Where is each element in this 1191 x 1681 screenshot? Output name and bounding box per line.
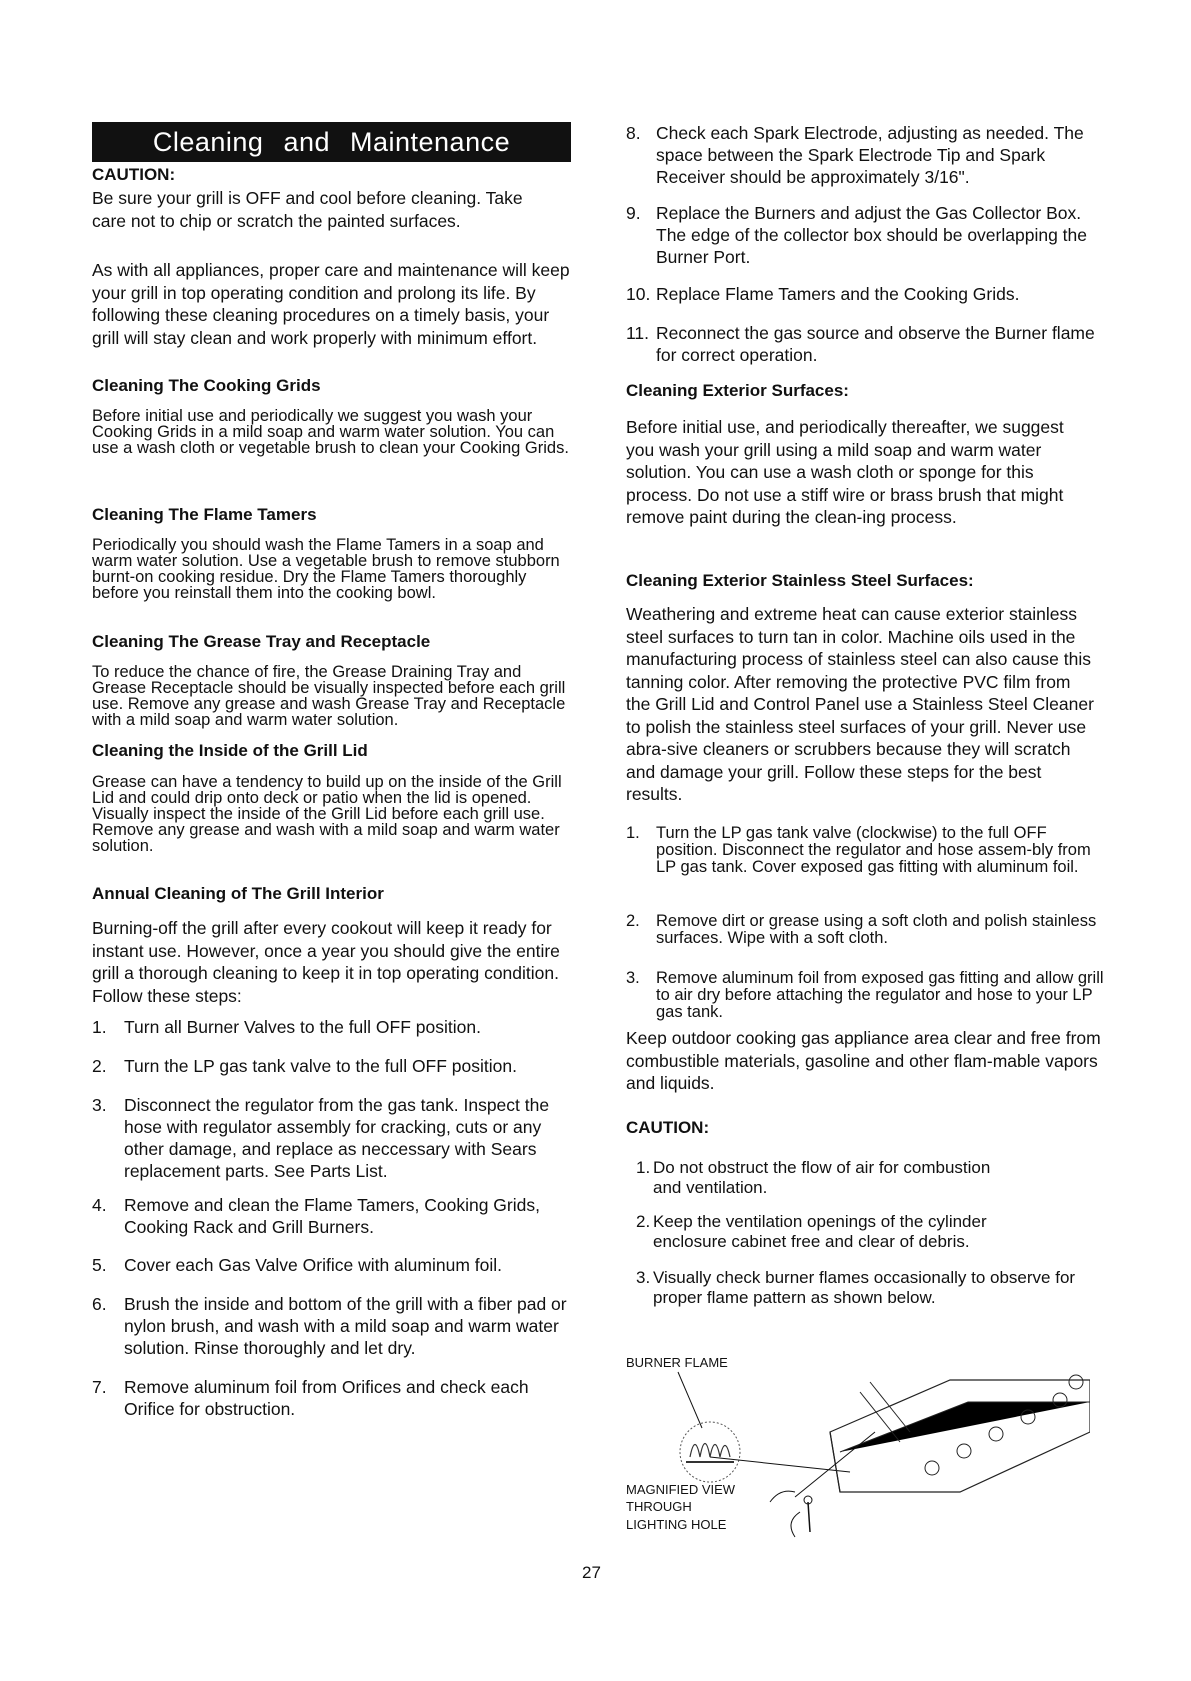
list-item — [636, 1212, 1106, 1252]
list-item — [626, 122, 1106, 188]
step-text: Remove dirt or grease using a soft cloth and polish stainless surfaces. Wipe with a soft cloth. — [656, 912, 1097, 947]
step-text: Remove aluminum foil from Orifices and check each Orifice for obstruction. — [124, 1377, 529, 1419]
figure-label-magnified-2: THROUGH — [626, 1499, 692, 1514]
step-text: Remove and clean the Flame Tamers, Cooking Grids, Cooking Rack and Grill Burners. — [124, 1195, 540, 1237]
step-number: 3. — [636, 1268, 651, 1287]
heading-stainless-surfaces: Cleaning Exterior Stainless Steel Surfaces: — [626, 571, 974, 590]
step-text: Turn the LP gas tank valve to the full OFF position. — [124, 1056, 517, 1076]
step-number: 2. — [636, 1212, 651, 1231]
list-item — [92, 1254, 574, 1276]
list-item — [92, 1194, 574, 1238]
caution-heading-2: CAUTION: — [626, 1118, 710, 1137]
list-item — [92, 1016, 574, 1038]
list-item — [626, 913, 1106, 947]
list-item — [636, 1158, 1106, 1198]
step-number: 3. — [92, 1095, 107, 1115]
text-grill-lid: Grease can have a tendency to build up on the inside of the Grill Lid and could drip onto deck or patio when the lid is opened. Visually inspect the inside of the Grill Lid before each grill use. Remove any grease and wash with a mild soap and warm water solution. — [92, 773, 562, 855]
heading-grill-lid: Cleaning the Inside of the Grill Lid — [92, 741, 368, 760]
figure-label-burner-flame: BURNER FLAME — [626, 1355, 728, 1370]
heading-cooking-grids: Cleaning The Cooking Grids — [92, 376, 321, 395]
step-text: Turn the LP gas tank valve (clockwise) to the full OFF position. Disconnect the regulator and hose assem-bly from LP gas tank. Cover exposed gas fitting with aluminum foil. — [656, 824, 1091, 876]
list-item — [636, 1268, 1106, 1308]
step-number: 3. — [626, 969, 640, 987]
step-number: 2. — [92, 1056, 107, 1076]
step-text: Reconnect the gas source and observe the Burner flame for correct operation. — [656, 323, 1095, 365]
list-item — [92, 1055, 574, 1077]
step-number: 5. — [92, 1255, 107, 1275]
figure-label-magnified-1: MAGNIFIED VIEW — [626, 1482, 736, 1497]
step-number: 11. — [626, 323, 650, 343]
heading-annual-cleaning: Annual Cleaning of The Grill Interior — [92, 884, 384, 903]
heading-flame-tamers: Cleaning The Flame Tamers — [92, 505, 317, 524]
text-annual-cleaning: Burning-off the grill after every cookout will keep it ready for instant use. However, once a year you should give the entire grill a thorough cleaning to keep it in top operating condition. Follow these steps: — [92, 918, 560, 1006]
step-text: Cover each Gas Valve Orifice with aluminum foil. — [124, 1255, 503, 1275]
list-item — [626, 202, 1106, 268]
figure-label-magnified-3: LIGHTING HOLE — [626, 1517, 727, 1532]
text-grease-tray: To reduce the chance of fire, the Grease Draining Tray and Grease Receptacle should be visually inspected before each grill use. Remove any grease and wash Grease Tray and Receptacle with a mild soap and warm water solution. — [92, 663, 566, 729]
caution-heading: CAUTION: — [92, 165, 176, 184]
text-exterior-surfaces: Before initial use, and periodically thereafter, we suggest you wash your grill using a mild soap and warm water solution. You can use a wash cloth or sponge for this process. Do not use a stiff wire or brass brush that might remove paint during the clean-ing process. — [626, 417, 1064, 527]
step-number: 4. — [92, 1195, 107, 1215]
step-number: 1. — [636, 1158, 651, 1177]
text-flame-tamers: Periodically you should wash the Flame Tamers in a soap and warm water solution. Use a vegetable brush to remove stubborn burnt-on cooking residue. Dry the Flame Tamers thoroughly before you reinstall them into the cooking bowl. — [92, 536, 560, 602]
list-item — [626, 322, 1106, 366]
section-title: Cleaning and Maintenance — [92, 122, 571, 162]
list-item — [92, 1094, 574, 1182]
burner-flame-illustration — [650, 1362, 1090, 1542]
step-text: Replace Flame Tamers and the Cooking Grids. — [656, 284, 1020, 304]
step-text: Remove aluminum foil from exposed gas fitting and allow grill to air dry before attaching the regulator and hose to your LP gas tank. — [656, 969, 1104, 1021]
list-item — [626, 970, 1106, 1021]
step-text: Check each Spark Electrode, adjusting as needed. The space between the Spark Electrode Tip and Spark Receiver should be approximately 3/16". — [656, 123, 1084, 187]
step-text: Visually check burner flames occasionally to observe for proper flame pattern as shown below. — [653, 1268, 1076, 1307]
caution-text: Be sure your grill is OFF and cool before cleaning. Take care not to chip or scratch the painted surfaces. — [92, 188, 523, 231]
step-number: 2. — [626, 912, 640, 930]
step-text: Keep the ventilation openings of the cylinder enclosure cabinet free and clear of debris. — [653, 1212, 987, 1251]
step-number: 9. — [626, 203, 641, 223]
step-text: Disconnect the regulator from the gas tank. Inspect the hose with regulator assembly for cracking, cuts or any other damage, and replace as neccessary with Sears replacement parts. See Parts List. — [124, 1095, 550, 1181]
heading-exterior-surfaces: Cleaning Exterior Surfaces: — [626, 381, 849, 400]
list-item — [92, 1376, 574, 1420]
list-item — [626, 825, 1106, 876]
step-number: 8. — [626, 123, 641, 143]
text-stainless-surfaces: Weathering and extreme heat can cause exterior stainless steel surfaces to turn tan in color. Machine oils used in the manufacturing process of stainless steel can also cause this tanning color. After removing the protective PVC film from the Grill Lid and Control Panel use a Stainless Steel Cleaner to polish the stainless steel surfaces of your grill. Never use abra-sive cleaners or scrubbers because they will scratch and damage your grill. Follow these steps for the best results. — [626, 604, 1094, 804]
step-text: Replace the Burners and adjust the Gas Collector Box. The edge of the collector box should be overlapping the Burner Port. — [656, 203, 1087, 267]
step-number: 6. — [92, 1294, 107, 1314]
keep-clear-note: Keep outdoor cooking gas appliance area clear and free from combustible materials, gasoline and other flam-mable vapors and liquids. — [626, 1028, 1101, 1093]
step-number: 7. — [92, 1377, 107, 1397]
list-item — [626, 283, 1106, 305]
step-text: Turn all Burner Valves to the full OFF position. — [124, 1017, 481, 1037]
text-cooking-grids: Before initial use and periodically we suggest you wash your Cooking Grids in a mild soap and warm water solution. You can use a wash cloth or vegetable brush to clean your Cooking Grids. — [92, 407, 569, 457]
intro-paragraph: As with all appliances, proper care and maintenance will keep your grill in top operating condition and prolong its life. By following these cleaning procedures on a timely basis, your grill will stay clean and work properly with minimum effort. — [92, 260, 570, 348]
step-number: 10. — [626, 284, 651, 304]
step-number: 1. — [626, 824, 640, 842]
step-text: Brush the inside and bottom of the grill with a fiber pad or nylon brush, and wash with a mild soap and warm water solution. Rinse thoroughly and let dry. — [124, 1294, 567, 1358]
list-item — [92, 1293, 574, 1359]
step-text: Do not obstruct the flow of air for combustion and ventilation. — [653, 1158, 991, 1197]
page-number: 27 — [582, 1563, 601, 1582]
heading-grease-tray: Cleaning The Grease Tray and Receptacle — [92, 632, 431, 651]
step-number: 1. — [92, 1017, 107, 1037]
